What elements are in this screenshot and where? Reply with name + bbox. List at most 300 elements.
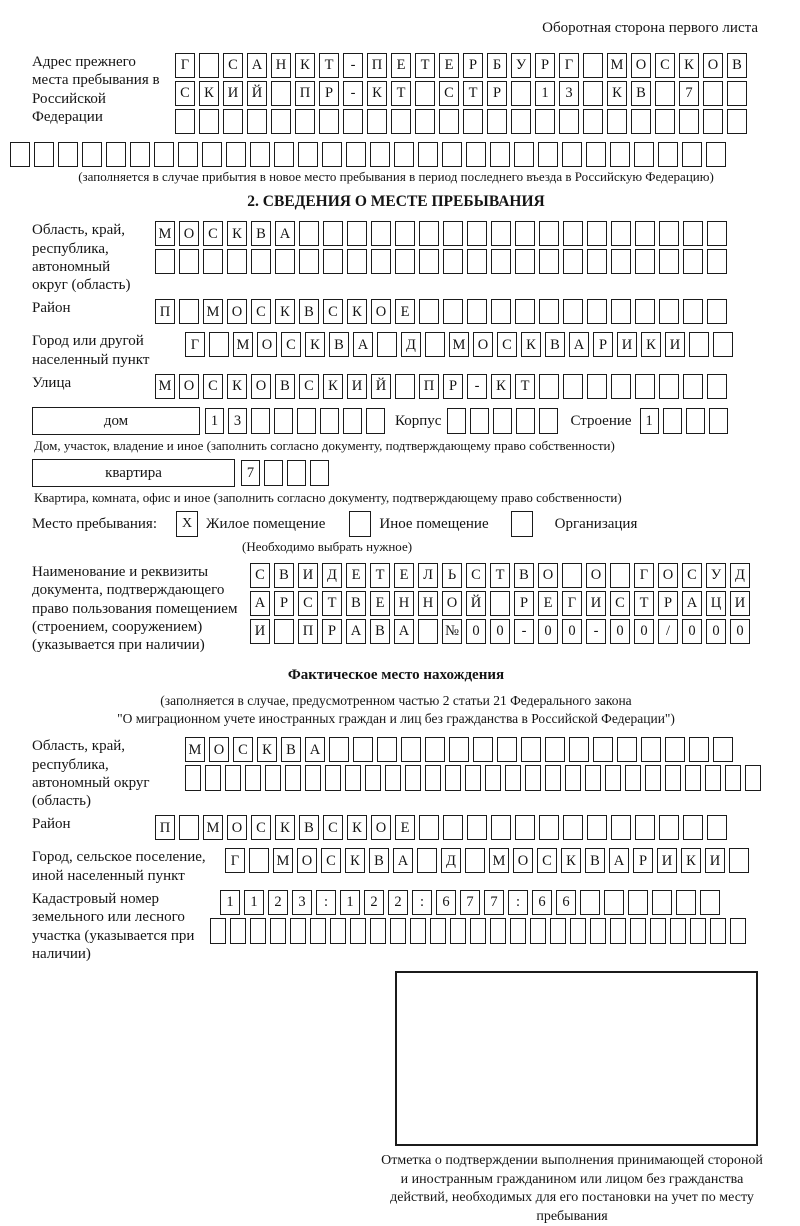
char-cell [679,109,699,134]
char-cell [563,221,583,246]
region-rows [155,221,727,277]
actual-location-title: Фактическое место нахождения [287,666,505,683]
char-cell [539,299,559,324]
char-cell: У [511,53,531,78]
char-cell [345,765,361,791]
char-cell: А [609,848,629,873]
char-cell: С [682,563,702,588]
char-cell [329,737,349,762]
char-cell: 0 [490,619,510,644]
char-cell: Т [634,591,654,616]
char-cell [330,918,346,944]
char-cell: 7 [679,81,699,106]
char-cell [419,299,439,324]
registration-stamp-box [395,971,758,1146]
char-cell: М [203,299,223,324]
char-cell: С [655,53,675,78]
cadastral-block [32,890,760,963]
char-cell: И [250,619,270,644]
prev-address-label: Адрес прежнего места пребывания в Российской Федерации [32,54,160,125]
char-cell: К [227,374,247,399]
char-cell: К [199,81,219,106]
char-cell [285,765,301,791]
char-cell [10,142,30,167]
char-cell [443,299,463,324]
char-cell [583,53,603,78]
char-cell [563,374,583,399]
char-cell [395,249,415,274]
char-cell [550,918,566,944]
char-cell [570,918,586,944]
char-cell: Д [401,332,421,357]
char-cell [199,109,219,134]
char-cell [465,848,485,873]
title-document-label: Наименование и реквизиты документа, подтверждающего право пользования помещением (строением, сооружением) (указывается при наличии) [32,564,238,654]
char-cell: Г [559,53,579,78]
char-cell: Р [535,53,555,78]
char-cell: С [233,737,253,762]
char-cell [580,890,600,915]
char-cell: С [251,299,271,324]
char-cell: 0 [706,619,726,644]
char-cell [467,221,487,246]
char-cell: В [514,563,534,588]
char-cell [655,109,675,134]
char-cell [658,142,678,167]
house-row [32,407,760,435]
char-cell: М [607,53,627,78]
region-row-1 [155,221,727,246]
char-cell: А [569,332,589,357]
char-cell [210,918,226,944]
char-cell [635,374,655,399]
char-cell: С [321,848,341,873]
char-cell: М [233,332,253,357]
city-block [32,332,760,369]
char-cell: К [679,53,699,78]
char-cell: А [305,737,325,762]
title-document-block [32,563,760,654]
char-cell [530,918,546,944]
char-cell [443,249,463,274]
char-cell: Д [730,563,750,588]
char-cell [611,221,631,246]
char-cell [515,299,535,324]
char-cell: В [631,81,651,106]
house-number-cells [205,408,385,434]
char-cell: 1 [640,408,659,434]
char-cell [707,249,727,274]
char-cell [635,221,655,246]
char-cell: - [343,53,363,78]
option-other-premises-label: Иное помещение [379,515,489,532]
cadastral-row-2 [210,918,746,944]
char-cell [511,109,531,134]
char-cell: О [371,299,391,324]
char-cell: Е [346,563,366,588]
char-cell: Р [514,591,534,616]
char-cell [377,332,397,357]
char-cell [705,765,721,791]
char-cell: Т [463,81,483,106]
char-cell [493,408,512,434]
char-cell: 3 [559,81,579,106]
char-cell [611,249,631,274]
char-cell [367,109,387,134]
char-cell [299,221,319,246]
char-cell [415,81,435,106]
char-cell [405,765,421,791]
actual-region-row-1 [185,737,761,762]
char-cell: Е [370,591,390,616]
char-cell [419,249,439,274]
char-cell [617,737,637,762]
char-cell [178,142,198,167]
char-cell [203,249,223,274]
char-cell [583,81,603,106]
char-cell [419,221,439,246]
char-cell [251,408,270,434]
char-cell [490,918,506,944]
char-cell: О [179,374,199,399]
char-cell [525,765,541,791]
char-cell [34,142,54,167]
char-cell: К [491,374,511,399]
char-cell [659,374,679,399]
char-cell: Й [466,591,486,616]
char-cell [559,109,579,134]
actual-location-note [32,692,760,730]
char-cell: Н [394,591,414,616]
char-cell [179,249,199,274]
char-cell [485,765,501,791]
char-cell [343,109,363,134]
char-cell: Г [634,563,654,588]
char-cell: Р [463,53,483,78]
char-cell [569,737,589,762]
char-cell: В [329,332,349,357]
char-cell [205,765,221,791]
char-cell [58,142,78,167]
region-label: Область, край, республика, автономный округ (область) [32,222,131,294]
char-cell: А [250,591,270,616]
char-cell: С [251,815,271,840]
char-cell [467,299,487,324]
char-cell [223,109,243,134]
char-cell [297,408,316,434]
char-cell: К [257,737,277,762]
char-cell: И [617,332,637,357]
char-cell: - [586,619,606,644]
char-cell [343,408,362,434]
prev-address-note: (заполняется в случае прибытия в новое место пребывания в период последнего въезда в Российскую Федерацию) [78,169,714,184]
char-cell [439,109,459,134]
char-cell [539,408,558,434]
char-cell [245,765,261,791]
char-cell [725,765,741,791]
char-cell [709,408,728,434]
char-cell: О [227,299,247,324]
char-cell [467,249,487,274]
apartment-row [32,459,760,487]
char-cell: Р [633,848,653,873]
char-cell [497,737,517,762]
char-cell [377,737,397,762]
char-cell: П [155,299,175,324]
char-cell [310,460,329,486]
char-cell [287,460,306,486]
char-cell [465,765,481,791]
char-cell [655,81,675,106]
char-cell [659,249,679,274]
char-cell: В [370,619,390,644]
char-cell [665,737,685,762]
char-cell: - [467,374,487,399]
char-cell [730,918,746,944]
char-cell: О [297,848,317,873]
actual-region-block [32,737,760,810]
char-cell [425,737,445,762]
char-cell [395,374,415,399]
char-cell: Й [247,81,267,106]
char-cell [607,109,627,134]
char-cell [689,737,709,762]
char-cell [583,109,603,134]
char-cell: К [347,815,367,840]
char-cell: О [251,374,271,399]
stroenie-cells [640,408,728,434]
actual-city-block [32,848,760,885]
char-cell [628,890,648,915]
region-row-2 [155,249,727,274]
char-cell: К [345,848,365,873]
char-cell: Н [418,591,438,616]
char-cell [274,619,294,644]
char-cell [634,142,654,167]
char-cell: О [703,53,723,78]
char-cell [706,142,726,167]
char-cell: 3 [228,408,247,434]
char-cell [298,142,318,167]
char-cell: 6 [556,890,576,915]
char-cell: Г [225,848,245,873]
char-cell [727,109,747,134]
char-cell: О [473,332,493,357]
char-cell [442,142,462,167]
char-cell [323,249,343,274]
street-block [32,374,760,402]
char-cell [271,81,291,106]
char-cell: С [323,815,343,840]
city-label: Город или другой населенный пункт [32,333,150,368]
char-cell [199,53,219,78]
char-cell [155,249,175,274]
char-cell: М [203,815,223,840]
char-cell: В [251,221,271,246]
stroenie-label: Строение [570,413,632,430]
char-cell: К [367,81,387,106]
char-cell: С [299,374,319,399]
char-cell: П [419,374,439,399]
char-cell: 0 [682,619,702,644]
stay-type-label: Место пребывания: [32,515,157,532]
char-cell: С [466,563,486,588]
actual-location-note-line2: "О миграционном учете иностранных граждан и лиц без гражданства в Российской Федерации") [117,711,675,727]
char-cell [563,249,583,274]
char-cell [323,221,343,246]
char-cell [586,142,606,167]
char-cell [491,249,511,274]
char-cell [683,815,703,840]
char-cell: 7 [460,890,480,915]
char-cell [250,918,266,944]
char-cell [350,918,366,944]
char-cell: В [346,591,366,616]
char-cell: М [185,737,205,762]
char-cell [683,249,703,274]
char-cell [713,332,733,357]
char-cell [443,221,463,246]
char-cell: П [298,619,318,644]
char-cell [401,737,421,762]
char-cell: О [442,591,462,616]
char-cell: К [227,221,247,246]
char-cell: 0 [634,619,654,644]
char-cell [539,221,559,246]
char-cell [430,918,446,944]
char-cell: А [247,53,267,78]
char-cell [290,918,306,944]
char-cell: Г [175,53,195,78]
char-cell [353,737,373,762]
char-cell [179,815,199,840]
char-cell [179,299,199,324]
char-cell: О [631,53,651,78]
char-cell: 6 [532,890,552,915]
char-cell [587,249,607,274]
char-cell [587,221,607,246]
char-cell: : [508,890,528,915]
char-cell [683,299,703,324]
char-cell [539,815,559,840]
korpus-cells [447,408,558,434]
char-cell: 2 [268,890,288,915]
char-cell [490,142,510,167]
char-cell: Е [394,563,414,588]
char-cell: С [203,374,223,399]
char-cell [563,815,583,840]
char-cell: В [727,53,747,78]
char-cell: Е [391,53,411,78]
char-cell [641,737,661,762]
char-cell [106,142,126,167]
actual-city-row [225,848,749,873]
char-cell [346,142,366,167]
char-cell: Л [418,563,438,588]
char-cell: И [665,332,685,357]
char-cell [366,408,385,434]
option-organization-label: Организация [554,515,638,532]
char-cell: П [295,81,315,106]
char-cell [689,332,709,357]
char-cell [659,299,679,324]
char-cell [491,815,511,840]
char-cell: П [367,53,387,78]
char-cell [665,765,681,791]
char-cell: Ь [442,563,462,588]
char-cell [630,918,646,944]
char-cell [625,765,641,791]
char-cell [593,737,613,762]
char-cell [271,109,291,134]
char-cell: 0 [538,619,558,644]
char-cell [230,918,246,944]
char-cell [610,142,630,167]
char-cell [635,249,655,274]
char-cell [645,765,661,791]
char-cell [249,848,269,873]
char-cell: И [657,848,677,873]
char-cell [682,142,702,167]
char-cell [611,299,631,324]
char-cell: Р [274,591,294,616]
char-cell [713,737,733,762]
char-cell [703,109,723,134]
section2-title: 2. СВЕДЕНИЯ О МЕСТЕ ПРЕБЫВАНИЯ [247,193,545,211]
district-block [32,299,760,327]
actual-region-label: Область, край, республика, автономный округ (область) [32,738,150,810]
char-cell [683,374,703,399]
char-cell [225,765,241,791]
prev-address-row-4 [10,142,760,167]
char-cell: А [275,221,295,246]
char-cell: № [442,619,462,644]
char-cell: И [223,81,243,106]
char-cell [274,408,293,434]
house-type-box: дом [32,407,200,435]
char-cell: Р [322,619,342,644]
char-cell: Т [322,591,342,616]
char-cell [686,408,705,434]
char-cell: В [274,563,294,588]
char-cell: 7 [241,460,260,486]
char-cell: И [730,591,750,616]
char-cell: А [682,591,702,616]
char-cell: С [281,332,301,357]
char-cell: М [449,332,469,357]
char-cell: О [371,815,391,840]
title-document-row-3 [250,619,750,644]
char-cell [270,918,286,944]
char-cell [295,109,315,134]
char-cell [604,890,624,915]
char-cell [515,221,535,246]
char-cell: М [489,848,509,873]
char-cell [539,374,559,399]
char-cell [371,249,391,274]
char-cell [209,332,229,357]
char-cell: С [497,332,517,357]
char-cell [470,408,489,434]
cadastral-row-1 [220,890,746,915]
char-cell [707,815,727,840]
char-cell: С [323,299,343,324]
char-cell [565,765,581,791]
char-cell [487,109,507,134]
char-cell [226,142,246,167]
korpus-label: Корпус [395,413,442,430]
char-cell: Т [370,563,390,588]
